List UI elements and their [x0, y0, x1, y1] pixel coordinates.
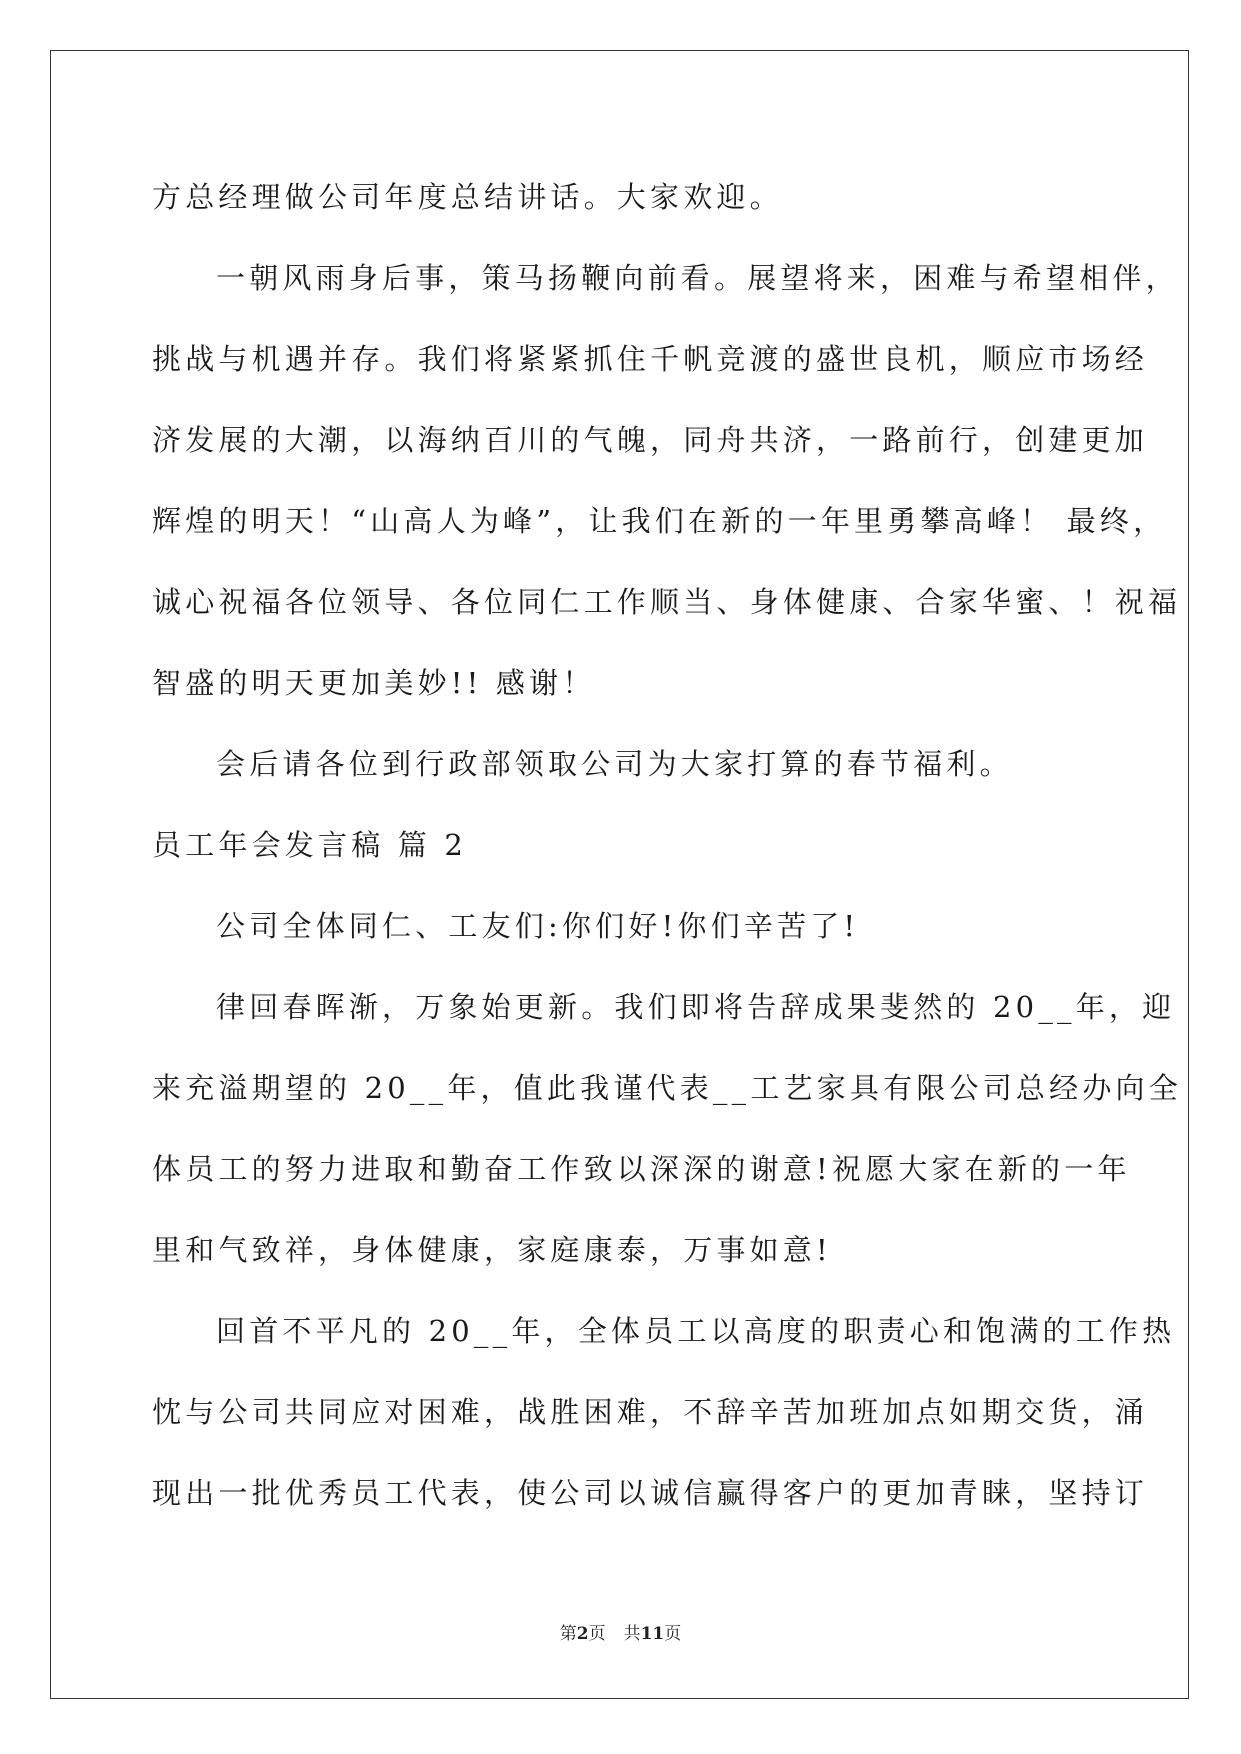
total-suffix: 页: [664, 1624, 682, 1644]
text-line: 济发展的大潮，以海纳百川的气魄，同舟共济，一路前行，创建更加: [152, 423, 1149, 457]
text-line: 方总经理做公司年度总结讲话。大家欢迎。: [152, 180, 783, 214]
text-line: 现出一批优秀员工代表，使公司以诚信赢得客户的更加青睐，坚持订: [152, 1476, 1149, 1510]
text-line: 员工年会发言稿 篇 2: [152, 828, 468, 862]
text-line: 忱与公司共同应对困难，战胜困难，不辞辛苦加班加点如期交货，涌: [152, 1395, 1149, 1429]
text-line: 一朝风雨身后事，策马扬鞭向前看。展望将来，困难与希望相伴，: [216, 261, 1179, 295]
text-line: 公司全体同仁、工友们:你们好!你们辛苦了!: [216, 909, 860, 943]
text-line: 体员工的努力进取和勤奋工作致以深深的谢意!祝愿大家在新的一年: [152, 1152, 1131, 1186]
text-line: 挑战与机遇并存。我们将紧紧抓住千帆竞渡的盛世良机，顺应市场经: [152, 342, 1149, 376]
page-total: 11: [640, 1624, 665, 1644]
page-current: 2: [576, 1624, 589, 1644]
text-line: 里和气致祥，身体健康，家庭康泰，万事如意!: [152, 1233, 832, 1267]
text-line: 辉煌的明天！“山高人为峰”，让我们在新的一年里勇攀高峰！ 最终，: [152, 504, 1167, 538]
page-suffix: 页: [588, 1624, 606, 1644]
document-body: [152, 165, 1182, 1542]
text-line: 回首不平凡的 20__年，全体员工以高度的职责心和饱满的工作热: [216, 1314, 1176, 1348]
page-footer: [0, 1619, 1241, 1644]
page-prefix: 第: [559, 1624, 577, 1644]
text-line: 来充溢期望的 20__年，值此我谨代表__工艺家具有限公司总经办向全: [152, 1071, 1182, 1105]
text-line: 智盛的明天更加美妙!! 感谢！: [152, 666, 596, 700]
text-line: 律回春晖渐，万象始更新。我们即将告辞成果斐然的 20__年，迎: [216, 990, 1176, 1024]
text-line: 诚心祝福各位领导、各位同仁工作顺当、身体健康、合家华蜜、！祝福: [152, 585, 1182, 619]
total-prefix: 共: [623, 1624, 641, 1644]
text-line: 会后请各位到行政部领取公司为大家打算的春节福利。: [216, 747, 1013, 781]
